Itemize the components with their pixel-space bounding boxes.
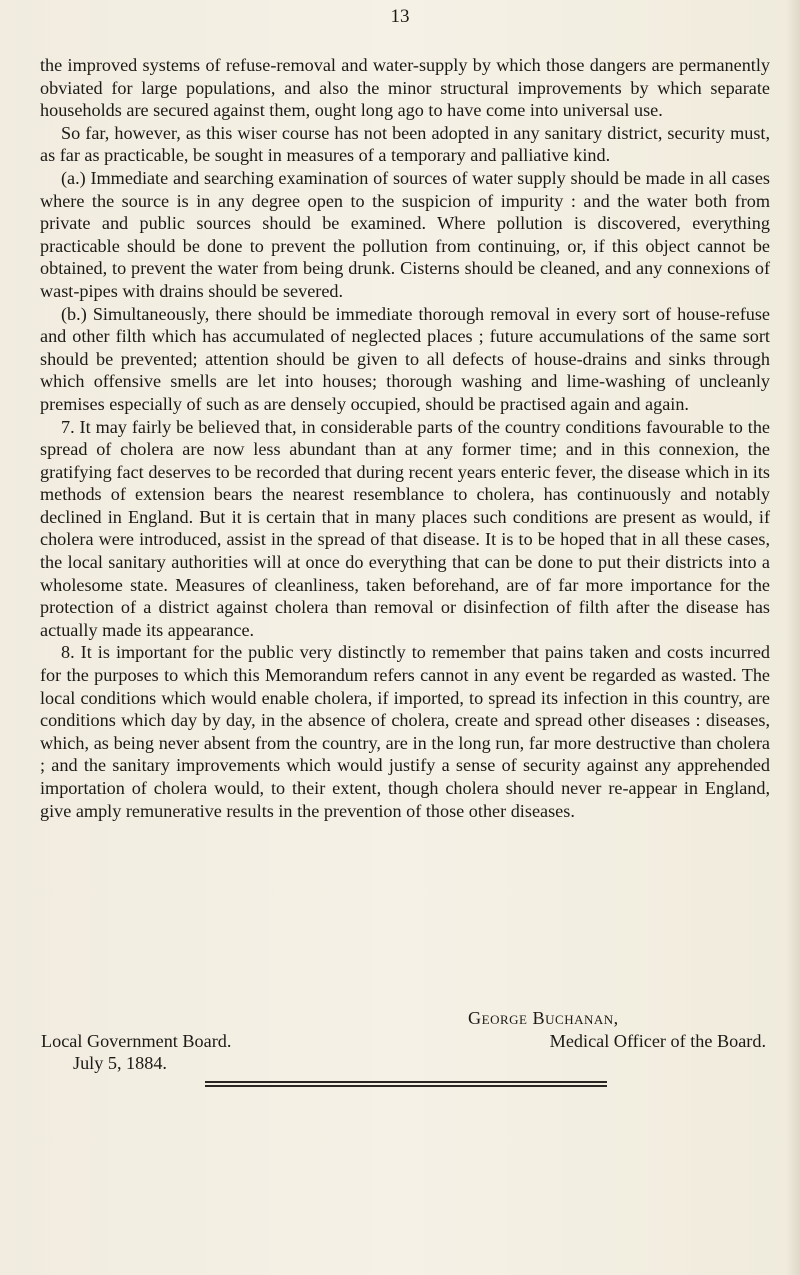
paragraph-so-far: So far, however, as this wiser course has not been adopted in any sanitary district, security must, as far as practicable, be sought in measures of a temporary and palliative kind. (40, 122, 770, 166)
body-text (40, 54, 770, 822)
page-number: 13 (390, 6, 410, 27)
paragraph-b-refuse-removal: (b.) Simultaneously, there should be immediate thorough removal in every sort of house-refuse and other filth which has accumulated of neglected places ; future accumulations of the same sort should be prevented; attention should be given to all defects of house-drains and sinks through which offensive smells are let into houses; thorough washing and lime-washing of uncleanly premises especially of such as are densely occupied, should be practised again and again. (40, 303, 770, 414)
signature-block (40, 1007, 770, 1075)
paragraph-continuation: the improved systems of refuse-removal and water-supply by which those dangers are permanently obviated for large populations, and also the minor structural improvements by which separate households are secured against them, ought long ago to have come into universal use. (40, 55, 770, 121)
signatory-name: George Buchanan, (468, 1008, 619, 1028)
closing-rule-top (205, 1081, 607, 1083)
document-date: July 5, 1884. (73, 1053, 167, 1074)
paragraph-a-water-supply: (a.) Immediate and searching examination of sources of water supply should be made in all cases where the source is in any degree open to the suspicion of impurity : and the water both from private and public sources should be examined. Where pollution is discovered, everything practicable should be done to prevent the pollution from continuing, or, if this object cannot be obtained, to prevent the water from being drunk. Cisterns should be cleaned, and any connexions of wast-pipes with drains should be severed. (40, 167, 770, 301)
page-edge-shadow (786, 0, 800, 1275)
paragraph-7: 7. It may fairly be believed that, in considerable parts of the country conditions favourable to the spread of cholera are now less abundant than at any former time; and in this connexion, the gratifying fact deserves to be recorded that during recent years enteric fever, the disease which in its methods of extension bears the nearest resemblance to cholera, has continuously and notably declined in England. But it is certain that in many places such conditions are present as would, if cholera were introduced, assist in the spread of that disease. It is to be hoped that in all these cases, the local sanitary authorities will at once do everything that can be done to put their districts into a wholesome state. Measures of cleanliness, taken beforehand, are of far more importance for the protection of a district against cholera than removal or disinfection of filth after the disease has actually made its appearance. (40, 416, 770, 640)
closing-rule-bottom (205, 1085, 607, 1087)
signatory-title: Medical Officer of the Board. (549, 1030, 766, 1051)
signature-row (40, 1030, 770, 1053)
paragraph-8: 8. It is important for the public very distinctly to remember that pains taken and costs incurred for the purposes to which this Memorandum refers cannot in any event be regarded as wasted. The local conditions which would enable cholera, if imported, to spread its infection in this country, are conditions which day by day, in the absence of cholera, create and spread other diseases : diseases, which, as being never absent from the country, are in the long run, far more destructive than cholera ; and the sanitary improvements which would justify a sense of security against any apprehended importation of cholera would, to their extent, though cholera should never re-appear in England, give amply remunerative results in the prevention of those other diseases. (40, 642, 770, 821)
issuing-office: Local Government Board. (41, 1030, 232, 1051)
